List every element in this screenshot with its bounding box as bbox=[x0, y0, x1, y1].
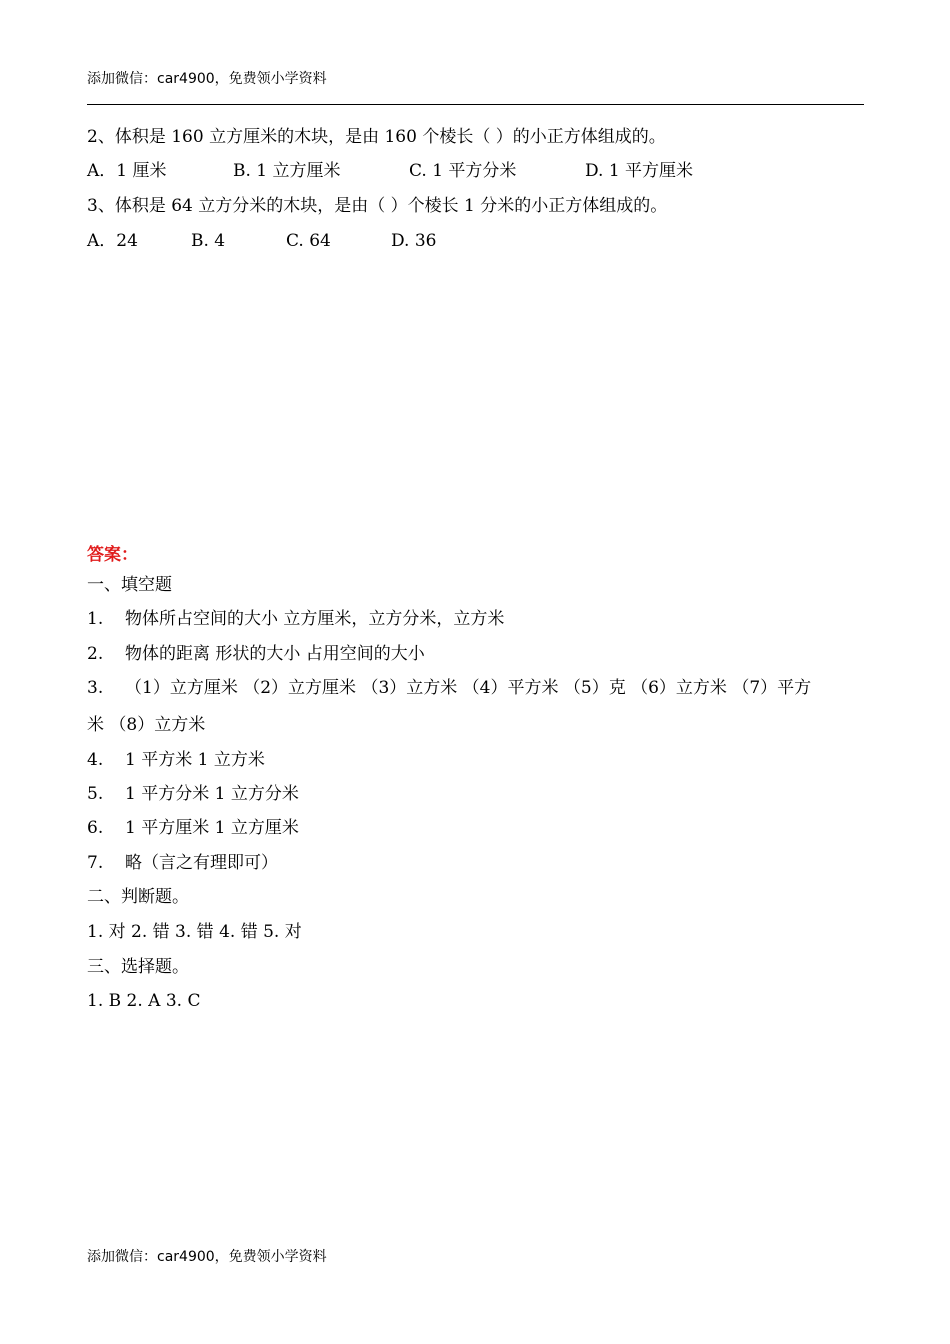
answer-text: 物体所占空间的大小 立方厘米，立方分米，立方米 bbox=[125, 609, 505, 629]
answer-number: 6. bbox=[87, 818, 104, 838]
answer-text: 略（言之有理即可） bbox=[125, 853, 278, 873]
answer-number: 5. bbox=[87, 784, 104, 804]
question-2-options bbox=[87, 160, 693, 182]
question-3-options bbox=[87, 230, 436, 252]
answer-1-6 bbox=[87, 817, 299, 839]
section-2-answers: 1. 对 2. 错 3. 错 4. 错 5. 对 bbox=[87, 922, 302, 942]
section-3-heading: 三、选择题。 bbox=[87, 957, 189, 977]
question-3-option-c: C. 64 bbox=[286, 231, 331, 251]
answer-number: 3. bbox=[87, 678, 104, 698]
answer-1-5 bbox=[87, 783, 299, 805]
answers-title: 答案： bbox=[87, 545, 138, 565]
answer-text: 1 平方米 1 立方米 bbox=[125, 750, 265, 770]
question-2-text: 2、体积是 160 立方厘米的木块，是由 160 个棱长（ ）的小正方体组成的。 bbox=[87, 127, 666, 147]
question-3-option-a: A．24 bbox=[87, 231, 138, 251]
answer-1-3 bbox=[87, 677, 811, 699]
question-2-option-d: D. 1 平方厘米 bbox=[585, 161, 694, 181]
header-divider bbox=[87, 104, 864, 105]
question-3-option-d: D. 36 bbox=[391, 231, 437, 251]
question-3-option-b: B. 4 bbox=[191, 231, 226, 251]
answer-number: 2. bbox=[87, 644, 104, 664]
question-2-option-b: B. 1 立方厘米 bbox=[233, 161, 341, 181]
answer-text: 1 平方厘米 1 立方厘米 bbox=[125, 818, 299, 838]
question-2-option-a: A．1 厘米 bbox=[87, 161, 167, 181]
footer-note: 添加微信：car4900，免费领小学资料 bbox=[87, 1249, 327, 1265]
section-3-answers: 1. B 2. A 3. C bbox=[87, 991, 201, 1011]
question-3-text: 3、体积是 64 立方分米的木块，是由（ ）个棱长 1 分米的小正方体组成的。 bbox=[87, 196, 668, 216]
answer-1-2 bbox=[87, 643, 425, 665]
answer-number: 7. bbox=[87, 853, 104, 873]
answer-number: 1. bbox=[87, 609, 104, 629]
answer-1-7 bbox=[87, 852, 278, 874]
answer-text: （1）立方厘米 （2）立方厘米 （3）立方米 （4）平方米 （5）克 （6）立方米 （7）平方 bbox=[125, 678, 812, 698]
answer-number: 4. bbox=[87, 750, 104, 770]
answer-1-4 bbox=[87, 749, 265, 771]
answer-text: 1 平方分米 1 立方分米 bbox=[125, 784, 299, 804]
section-1-heading: 一、填空题 bbox=[87, 575, 172, 595]
answer-1-3-continued bbox=[87, 714, 205, 736]
answer-text: 米 （8）立方米 bbox=[87, 715, 206, 735]
answer-text: 物体的距离 形状的大小 占用空间的大小 bbox=[125, 644, 425, 664]
header-note: 添加微信：car4900，免费领小学资料 bbox=[87, 71, 327, 87]
question-2-option-c: C. 1 平方分米 bbox=[409, 161, 517, 181]
section-2-heading: 二、判断题。 bbox=[87, 887, 189, 907]
answer-1-1 bbox=[87, 608, 504, 630]
